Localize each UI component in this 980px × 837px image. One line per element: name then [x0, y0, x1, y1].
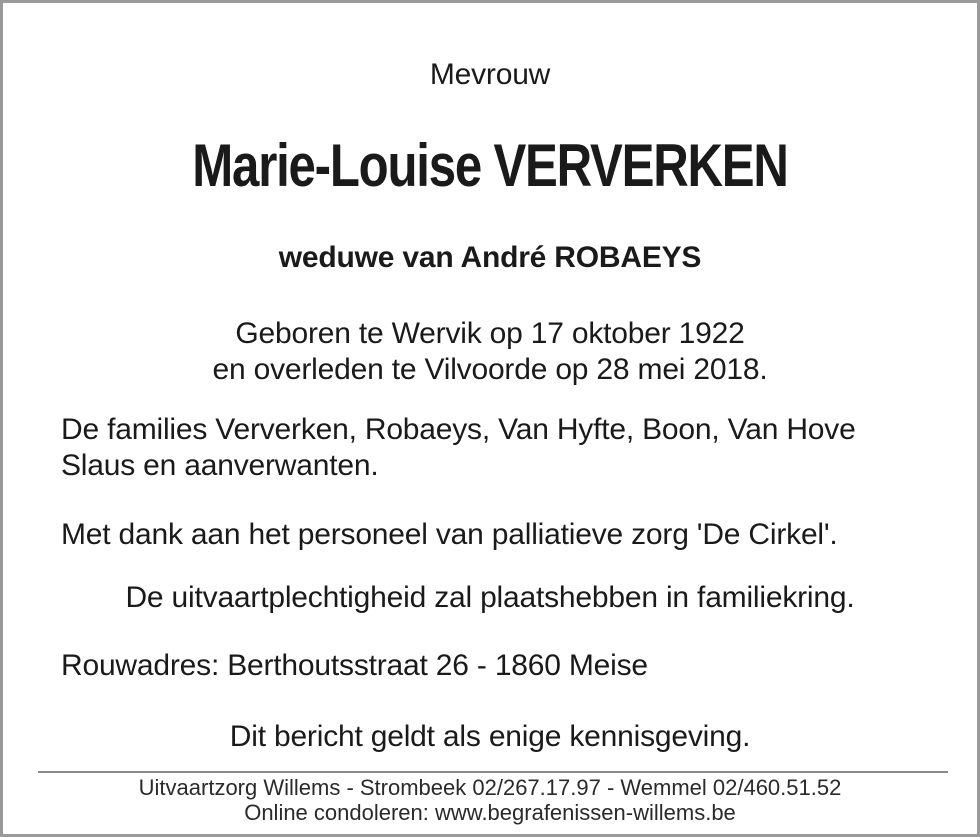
- families-line-1: De families Ververken, Robaeys, Van Hyfte, Boon, Van Hove: [61, 413, 856, 446]
- death-line: en overleden te Vilvoorde op 28 mei 2018.: [212, 353, 768, 386]
- mourning-address: Rouwadres: Berthoutsstraat 26 - 1860 Meise: [61, 649, 648, 682]
- birth-line: Geboren te Wervik op 17 oktober 1922: [235, 317, 745, 350]
- notice-line: Dit bericht geldt als enige kennisgeving.: [229, 720, 751, 753]
- funeral-home-contact: Uitvaartzorg Willems - Strombeek 02/267.17.97 - Wemmel 02/460.51.52: [138, 775, 842, 800]
- deceased-name: Marie-Louise VERVERKEN: [192, 132, 788, 199]
- families-line-2: Slaus en aanverwanten.: [61, 449, 379, 482]
- footer-divider: [38, 771, 948, 773]
- online-condolences-link[interactable]: Online condoleren: www.begrafenissen-willems.be: [244, 800, 736, 825]
- funeral-line: De uitvaartplechtigheid zal plaatshebben in familiekring.: [125, 581, 855, 614]
- spouse-line: weduwe van André ROBAEYS: [278, 241, 702, 274]
- salutation: Mevrouw: [429, 58, 551, 91]
- thanks-line: Met dank aan het personeel van palliatieve zorg 'De Cirkel'.: [61, 518, 838, 551]
